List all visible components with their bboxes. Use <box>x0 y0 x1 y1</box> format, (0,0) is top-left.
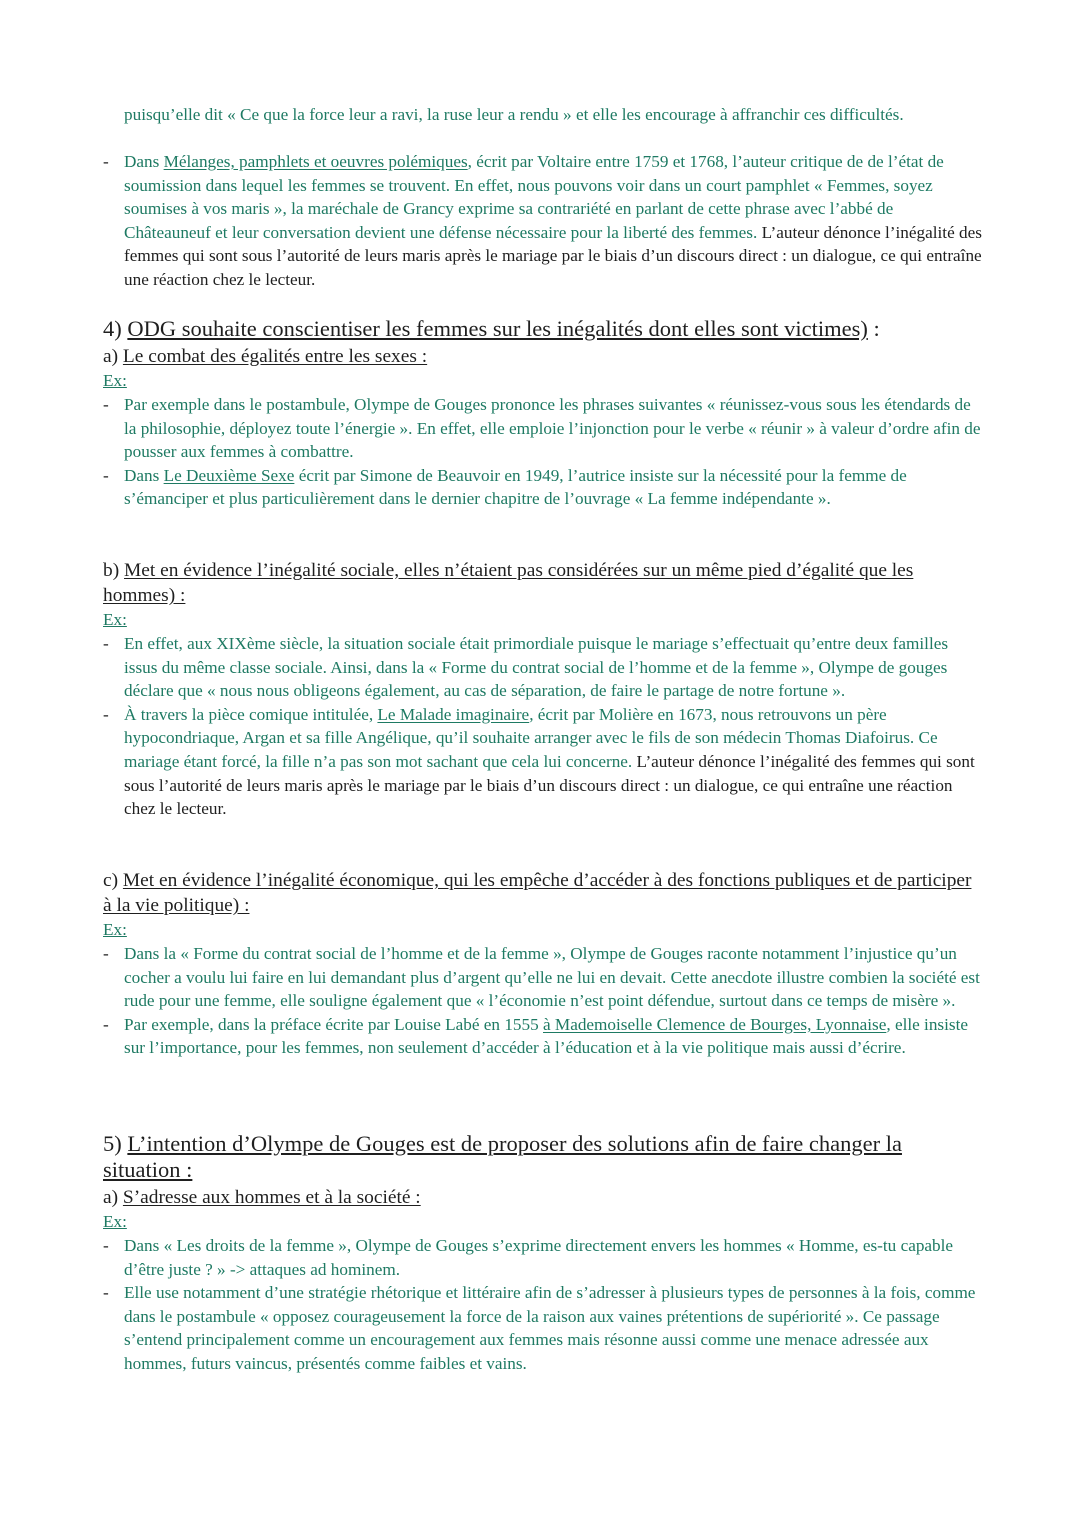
item-text: Par exemple, dans la préface écrite par Louise Labé en 1555 <box>124 1014 543 1034</box>
subsection-title: c) Met en évidence l’inégalité économique, qui les empêche d’accéder à des fonctions publiques et de participer à la vie politique) : <box>103 870 972 916</box>
item-text: Elle use notamment d’une stratégie rhétorique et littéraire afin de s’adresser à plusieurs types de personnes à la fois, comme dans le postambule « opposez courageusement la force de la raison aux vaines prétentions de supériorité ». Ce passage s’entend principalement comme un encouragement aux femmes mais résonne aussi comme une menace adressée aux hommes, futurs vaincus, présentés comme faibles et vains. <box>124 1283 976 1373</box>
item-text: L’auteur dénonce l’inégalité des femmes qui sont sous l’autorité de leurs maris après le mariage par le biais d’un discours direct : un dialogue, ce qui entraîne une réaction chez le lecteur. <box>124 222 982 289</box>
list-item <box>103 150 983 292</box>
work-title: Le Deuxième Sexe <box>163 465 295 485</box>
section-4-heading <box>103 316 983 342</box>
list-item <box>103 1281 983 1375</box>
work-title: Mélanges, pamphlets et oeuvres polémiques <box>163 152 468 171</box>
subsection-title: b) Met en évidence l’inégalité sociale, elles n’étaient pas considérées sur un même pied d’égalité que les hommes) : <box>103 560 914 606</box>
section-title: 4) ODG souhaite conscientiser les femmes sur les inégalités dont elles sont victimes) : <box>103 316 880 341</box>
list-item <box>103 1013 983 1060</box>
item-text: Dans <box>124 152 164 171</box>
intro-block <box>103 103 983 127</box>
subsection-4c <box>103 868 983 1060</box>
subsection-4b <box>103 558 983 821</box>
item-text: Dans « Les droits de la femme », Olympe de Gouges s’exprime directement envers les hommes « Homme, es-tu capable d’être juste ? » -> attaques ad hominem. <box>124 1236 954 1279</box>
example-label: Ex: <box>103 920 127 939</box>
list-item <box>103 942 983 1013</box>
item-text: Dans <box>124 465 164 485</box>
bullet-dash: - <box>103 944 109 963</box>
example-label: Ex: <box>103 610 127 629</box>
item-text: écrit par Simone de Beauvoir en 1949, l’autrice insiste sur la nécessité pour la femme de s’émanciper et plus particulièrement dans le dernier chapitre de l’ouvrage « La femme indépendante ». <box>124 465 907 509</box>
list-item <box>103 464 983 511</box>
bullet-dash: - <box>103 634 109 653</box>
bullet-dash: - <box>103 1014 109 1034</box>
list-item <box>103 632 983 703</box>
bullet-dash: - <box>103 704 109 724</box>
example-label: Ex: <box>103 371 127 390</box>
work-title: Le Malade imaginaire <box>377 704 530 724</box>
item-text: L’auteur dénonce l’inégalité des femmes qui sont sous l’autorité de leurs maris après le mariage par le biais d’un discours direct : un dialogue, ce qui entraîne une réaction chez le lecteur. <box>124 751 975 819</box>
item-text: À travers la pièce comique intitulée, <box>124 704 378 724</box>
item-text: , écrit par Voltaire entre 1759 et 1768, l’auteur critique de de l’état de soumission dans lequel les femmes se trouvent. En effet, nous pouvons voir dans un court pamphlet « Femmes, soyez soumises à vos maris », la maréchale de Grancy exprime sa contrariété en parlant de cette phrase avec l’abbé de Châteauneuf et leur conversation devient une défense nécessaire pour la liberté des femmes. <box>124 152 944 242</box>
list-item <box>103 1234 983 1281</box>
item-text: En effet, aux XIXème siècle, la situation sociale était primordiale puisque le mariage s’effectuait qu’entre deux familles issus du même classe sociale. Ainsi, dans la « Forme du contrat social de l’homme et de la femme », Olympe de gouges déclare que « nous nous obligeons également, au cas de séparation, de faire le partage de notre fortune ». <box>124 634 949 701</box>
item-text: Par exemple dans le postambule, Olympe de Gouges prononce les phrases suivantes « réunissez-vous sous les étendards de la philosophie, déployez toute l’énergie ». En effet, elle emploie l’injonction pour le verbe « réunir » à valeur d’ordre afin de pousser aux femmes à combattre. <box>124 395 981 462</box>
subsection-4a <box>103 344 983 511</box>
voltaire-block <box>103 150 983 292</box>
section-5 <box>103 1131 983 1376</box>
list-item <box>103 393 983 464</box>
item-text: , écrit par Molière en 1673, nous retrouvons un père hypocondriaque, Argan et sa fille Angélique, qu’il souhaite arranger avec le fils de son médecin Thomas Diafoirus. Ce mariage étant forcé, la fille n’a pas son mot sachant que cela lui concerne. <box>124 704 938 771</box>
section-title: 5) L’intention d’Olympe de Gouges est de proposer des solutions afin de faire changer la situation : <box>103 1131 902 1182</box>
item-text: Dans la « Forme du contrat social de l’homme et de la femme », Olympe de Gouges raconte notamment l’injustice qu’un cocher a voulu lui faire en lui demandant plus d’argent qu’elle ne lui en devait. Cette anecdote illustre combien la société est rude pour une femme, elle souligne également que « l’économie n’est point défendue, surtout dans ce temps de misère ». <box>124 944 980 1011</box>
subsection-title: a) Le combat des égalités entre les sexes : <box>103 346 428 367</box>
list-item <box>103 703 983 821</box>
bullet-dash: - <box>103 1236 109 1255</box>
item-text: , elle insiste sur l’importance, pour les femmes, non seulement d’accéder à l’éducation et à la vie politique mais aussi d’écrire. <box>124 1014 968 1058</box>
bullet-dash: - <box>103 1283 109 1303</box>
work-title: à Mademoiselle Clemence de Bourges, Lyonnaise <box>543 1014 887 1034</box>
bullet-dash: - <box>103 152 109 171</box>
example-label: Ex: <box>103 1212 127 1231</box>
subsection-title: a) S’adresse aux hommes et à la société : <box>103 1187 421 1208</box>
bullet-dash: - <box>103 465 109 485</box>
bullet-dash: - <box>103 395 109 414</box>
intro-text: puisqu’elle dit « Ce que la force leur a ravi, la ruse leur a rendu » et elle les encourage à affranchir ces difficultés. <box>124 105 904 124</box>
